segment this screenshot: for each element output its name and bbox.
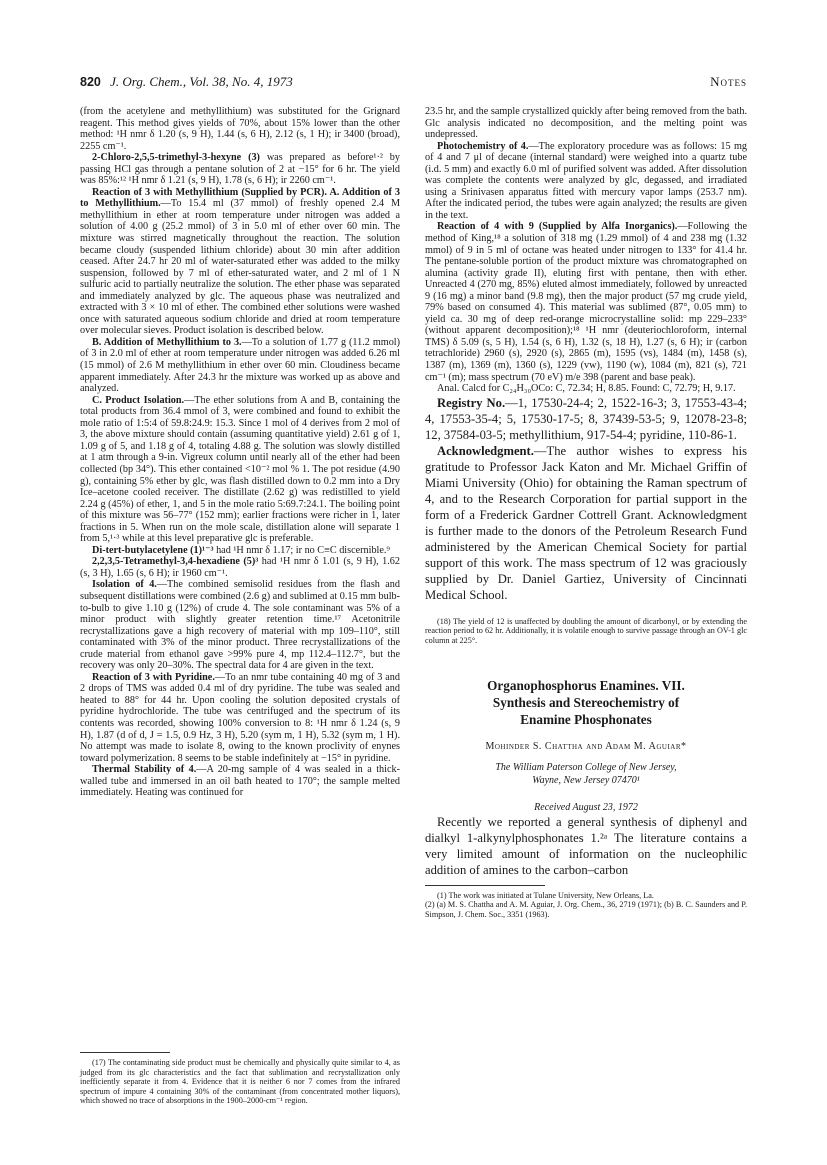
article-footnote-2: (2) (a) M. S. Chattha and A. M. Aguiar, J. Org. Chem., 36, 2719 (1971); (b) B. C. Saunders and P. Simpson, J. Chem. Soc., 3351 (1963). bbox=[425, 900, 747, 919]
section-label: Notes bbox=[710, 74, 747, 89]
experimental-continued bbox=[425, 106, 747, 395]
right-column-paragraph bbox=[425, 106, 747, 141]
footnote-18: (18) The yield of 12 is unaffected by doubling the amount of dicarbonyl, or by extending the reaction period to 62 hr. Additionally, it is volatile enough to survive passage through an OV-1 glc column at 225°. bbox=[425, 616, 747, 645]
left-column-paragraph bbox=[80, 579, 400, 671]
paragraph-text: —The combined semisolid residues from the flash and subsequent distillations were combined (2.6 g) and sublimed at 0.15 mm bulb-to-bulb to give 1.10 g (12%) of crude 4. The sole contaminant was 5% of a minor product with slightly greater retention time.¹⁷ Acetonitrile recrystallizations gave a high recovery of material with mp 109–110°, still contaminated with 3% of the minor product. Three recrystallizations of the crude material from ethanol gave >99% pure 4, mp 112.4–112.7°, but the recovery was only 20–30%. The spectral data for 4 are given in the text. bbox=[80, 579, 401, 672]
paragraph-heading: B. Addition of Methyllithium to 3. bbox=[92, 336, 242, 348]
left-column-paragraph bbox=[80, 187, 400, 337]
right-column bbox=[425, 106, 747, 919]
left-column-paragraph bbox=[80, 672, 400, 764]
page-header bbox=[80, 74, 747, 94]
right-column-paragraph bbox=[425, 383, 747, 395]
received-date: Received August 23, 1972 bbox=[534, 802, 638, 813]
paragraph-heading: Thermal Stability of 4. bbox=[92, 764, 197, 776]
paragraph-text: had ¹H nmr δ 1.01 (s, 9 H), 1.62 (s, 3 H), 1.65 (s, 6 H); ir 1960 cm⁻¹. bbox=[80, 556, 400, 579]
left-column bbox=[80, 106, 400, 799]
paragraph-heading: Di-tert-butylacetylene (1)¹⁻³ bbox=[92, 544, 214, 556]
title-line-2: Synthesis and Stereochemistry of bbox=[492, 695, 680, 711]
footnote-17: (17) The contaminating side product must be chemically and physically quite similar to 4, as judged from its glc characteristics and the fact that sublimation and recrystallization only inefficiently separate it from 4. Evidence that it is neither 6 nor 7 comes from the infrared spectrum of impure 4 containing 30% of the contaminant (from concentrated mother liquors), which showed no trace of absorptions in the 1900–2000-cm⁻¹ region. bbox=[80, 1058, 400, 1106]
paragraph-heading: Isolation of 4. bbox=[92, 579, 157, 591]
left-footnote-area bbox=[80, 1046, 400, 1106]
paragraph-text: —To a solution of 1.77 g (11.2 mmol) of 3 in 2.0 ml of ether at room temperature under nitrogen was added 6.26 ml (15 mmol) of 2.6 M methyllithium in ether over 60 min. Cloudiness became apparent immediately. After 24.3 hr the mixture was worked up as above and analyzed. bbox=[80, 336, 401, 395]
paragraph-text: Anal. Calcd for C₂₄H₃₀OCo: C, 72.34; H, 8.85. Found: C, 72.79; H, 9.17. bbox=[437, 383, 736, 395]
paragraph-heading: Reaction of 4 with 9 (Supplied by Alfa Inorganics). bbox=[437, 221, 678, 233]
left-column-paragraph bbox=[80, 395, 400, 545]
acknowledgment bbox=[425, 443, 747, 603]
registry-numbers bbox=[425, 395, 747, 443]
paragraph-heading: Reaction of 3 with Pyridine. bbox=[92, 671, 215, 683]
right-column-paragraph bbox=[425, 141, 747, 222]
affiliation-line-2: Wayne, New Jersey 07470¹ bbox=[532, 774, 640, 786]
left-column-paragraph bbox=[80, 337, 400, 395]
article-affiliation bbox=[425, 762, 747, 787]
acknowledgment-text: —The author wishes to express his gratitude to Professor Jack Katon and Mr. Michael Griffin of Miami University (Ohio) for obtaining the Raman spectrum of 4, and to the Research Corporation for partial support in the form of a Frederick Gardner Cottrell Grant. Acknowledgment is further made to the donors of the Petroleum Research Fund administered by the American Chemical Society for partial support of this work. The mass spectrum of 12 was graciously supplied by Dr. Daniel Gartiez, University of Cincinnati Medical School. bbox=[425, 443, 747, 602]
article-authors: Mohinder S. Chattha and Adam M. Aguiar* bbox=[485, 741, 687, 753]
paragraph-text: was prepared as before¹·² by passing HCl gas through a pentane solution of 2 at −15° for 6 hr. The yield was 85%:¹² ¹H nmr δ 1.21 (s, 9 H), 1.78 (s, 6 H); ir 2260 cm⁻¹. bbox=[80, 152, 400, 187]
title-line-1: Organophosphorus Enamines. VII. bbox=[487, 678, 685, 694]
left-column-paragraph bbox=[80, 106, 400, 152]
paragraph-text: —The exploratory procedure was as follows: 15 mg of 4 and 7 μl of decane (internal standard) were weighed into a quartz tube (i.d. 5 mm) and exactly 6.0 ml of purified solvent was added. After dissolution was complete the contents were analyzed by glc, degassed, and irradiated using a Srinivasen apparatus fitted with mercury vapor lamps (253.7 nm). After the indicated period, the tubes were again analyzed; the results are given in the text. bbox=[425, 140, 747, 221]
right-column-paragraph bbox=[425, 221, 747, 383]
paragraph-text: 23.5 hr, and the sample crystallized quickly after being removed from the bath. Glc analysis indicated no decomposition, and the melting point was undepressed. bbox=[425, 106, 747, 141]
article-intro: Recently we reported a general synthesis of diphenyl and dialkyl 1-alkynylphosphonates 1.²ᵃ The literature contains a very limited amount of information on the nucleophilic addition of amines to the carbon–carbon bbox=[425, 814, 747, 877]
paragraph-text: —To 15.4 ml (37 mmol) of freshly opened 2.4 M methyllithium in ether at room temperature under nitrogen was added a solution of 4.00 g (25.2 mmol) of 3 in 5.0 ml of ether over 60 min. The mixture was stirred magnetically throughout the reaction. The solution became cloudy (suspended lithium chloride) about 30 min after addition ceased. After 24.7 hr 20 ml of water-saturated ether was added to the milky suspension, followed by 7 ml of ether-saturated water, and 2 ml of 1 N sulfuric acid to partially neutralize the solution. The ether phase was separated and immediately analyzed by glc. The aqueous phase was neutralized and extracted with 3 × 10 ml of ether. The combined ether solutions were washed once with saturated aqueous sodium chloride and dried at room temperature over molecular sieves. Product isolation is described below. bbox=[80, 198, 401, 337]
article-footnote-rule bbox=[425, 885, 545, 886]
paragraph-heading: C. Product Isolation. bbox=[92, 394, 185, 406]
journal-citation: J. Org. Chem., Vol. 38, No. 4, 1973 bbox=[110, 74, 293, 89]
paragraph-heading: 2-Chloro-2,5,5-trimethyl-3-hexyne (3) bbox=[92, 152, 260, 164]
title-line-3: Enamine Phosphonates bbox=[520, 712, 652, 728]
paragraph-text: had ¹H nmr δ 1.17; ir no C≡C discernible.⁹ bbox=[213, 544, 390, 556]
paragraph-text: —Following the method of King,¹⁸ a solution of 318 mg (1.29 mmol) of 4 and 238 mg (1.32 mmol) of 9 in 5 ml of octane was heated under nitrogen to 133° for 41.4 hr. The pentane-soluble portion of the product mixture was chromatographed on alumina (activity grade II), eluting first with pentane, then with ether. Unreacted 4 (270 mg, 85%) eluted almost immediately, followed by unreacted 9 (16 mg) a minor band (9.8 mg), then the major product (57 mg crude yield, 79% based on consumed 4). This material was sublimed (87°, 0.05 mm) to yield ca. 30 mg of deep red-orange microcrystalline solid: mp 229–233° (without apparent decomposition);¹⁸ ¹H nmr (deuteriochloroform, internal TMS) δ 5.09 (s, 5 H), 1.54 (s, 6 H), 1.32 (s, 18 H), 1.27 (s, 6 H); ir (carbon tetrachloride) 2960 (s), 2920 (s), 2865 (m), 1595 (vs), 1484 (m), 1458 (s), 1387 (m), 1369 (m), 1360 (s), 1229 (vw), 1190 (w), 1084 (m), 821 (s), 721 cm⁻¹ (m); mass spectrum (70 eV) m/e 398 (parent and base peak). bbox=[425, 221, 747, 383]
article-footnote-1: (1) The work was initiated at Tulane University, New Orleans, La. bbox=[437, 890, 654, 900]
registry-lead: Registry No. bbox=[437, 395, 506, 410]
paragraph-text: —To an nmr tube containing 40 mg of 3 and 2 drops of TMS was added 0.4 ml of dry pyridine. The tube was sealed and heated to 88° for 44 hr. Upon cooling the solution deposited crystals of pyridine hydrochloride. The tube was centrifuged and the spectrum of its contents was recorded, showing 100% conversion to 8: ¹H nmr δ 1.24 (s, 9 H), 1.87 (d of d, J = 1.5, 0.9 Hz, 3 H), 5.20 (sym m, 1 H), 5.32 (sym m, 1 H). No attempt was made to isolate 8, owing to the known proclivity of enynes toward polymerization. 8 seems to be stable indefinitely at −15° in pyridine. bbox=[80, 671, 400, 764]
paragraph-heading: 2,2,3,5-Tetramethyl-3,4-hexadiene (5)³ bbox=[92, 556, 259, 568]
paragraph-heading: Photochemistry of 4. bbox=[437, 140, 529, 152]
paragraph-heading: Reaction of 3 with Methyllithium (Supplied by PCR). A. Addition of 3 to Methyllithium. bbox=[80, 186, 400, 210]
paragraph-text: —The ether solutions from A and B, containing the total products from 36.4 mmol of 3, were combined and found to exhibit the mole ratio of 1:5:4 of 59.8:24.9: 15.3. Since 1 mol of 4 derives from 2 mol of 3, the above mixture should contain (assuming quantitative yield) 2.61 g of 1, 1.09 g of 5, and 1.18 g of 4, totaling 4.88 g. The solution was slowly distilled at 1 atm through a 9-in. Vigreux column until nearly all of the ether had been collected (bp 34°). This ether contained <10⁻² mol % 1. The pot residue (4.90 g), containing 5% ether by glc, was flash distilled down to 0.2 mm into a Dry Ice–acetone cooled receiver. The distillate (2.62 g) was redistilled to yield 2.24 g (45%) of ether, 1, and 5 in the mole ratio 5:69.7:24.1. The boiling point of this mixture was 56–77° (152 mm); earlier fractions were richer in 1, later fractions in 5. When run on the mole scale, distillation alone will separate 1 from 5,¹·³ while at this level preparative glc is preferable. bbox=[80, 394, 401, 545]
left-column-paragraph bbox=[80, 152, 400, 187]
acknowledgment-lead: Acknowledgment. bbox=[437, 443, 534, 458]
page-number: 820 bbox=[80, 75, 101, 89]
paragraph-text: (from the acetylene and methyllithium) was substituted for the Grignard reagent. This method gives yields of 70%, about 15% lower than the other method: ¹H nmr δ 1.20 (s, 9 H), 1.44 (s, 6 H), 2.12 (s, 1 H); ir 3400 (broad), 2255 cm⁻¹. bbox=[80, 106, 400, 152]
left-column-paragraph bbox=[80, 545, 400, 557]
footnote-rule bbox=[80, 1052, 170, 1053]
left-column-paragraph bbox=[80, 764, 400, 799]
article-title bbox=[425, 677, 747, 728]
registry-text: —1, 17530-24-4; 2, 1522-16-3; 3, 17553-43-4; 4, 17553-35-4; 5, 17530-17-5; 8, 37439-53-5; 9, 12078-23-8; 12, 37584-03-5; methyllithium, 917-54-4; pyridine, 110-86-1. bbox=[425, 395, 747, 442]
affiliation-line-1: The William Paterson College of New Jersey, bbox=[495, 762, 677, 773]
paragraph-text: —A 20-mg sample of 4 was sealed in a thick-walled tube and immersed in an oil bath heated to 170°; the sample melted immediately. Heating was continued for bbox=[80, 764, 400, 799]
left-column-paragraph bbox=[80, 556, 400, 579]
